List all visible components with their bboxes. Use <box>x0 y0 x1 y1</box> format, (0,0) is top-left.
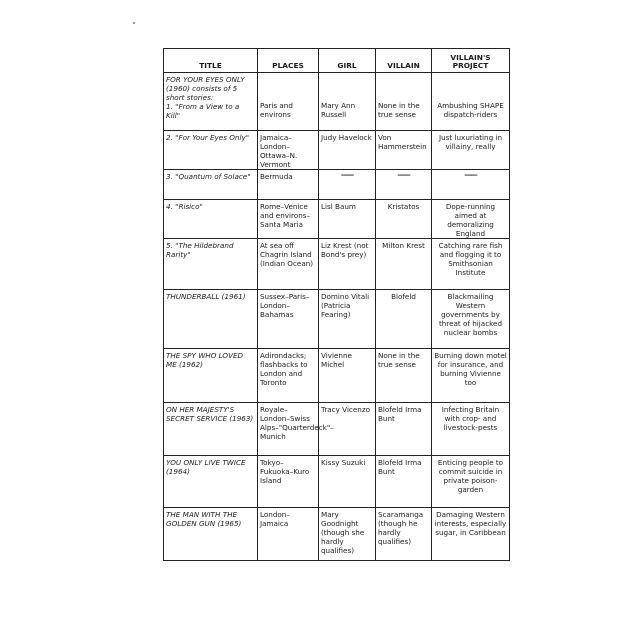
cell-villain: None in the true sense <box>376 349 432 403</box>
cell-villain: Scaramanga (though he hardly qualifies) <box>376 508 432 561</box>
table-row <box>164 508 510 561</box>
cell-title: 5. "The Hildebrand Rarity" <box>164 239 258 290</box>
cell-title: YOU ONLY LIVE TWICE (1964) <box>164 456 258 508</box>
cell-project: Dope-running aimed at demoralizing England <box>432 200 510 239</box>
cell-villain: Blofeld <box>376 290 432 349</box>
cell-girl: Domino Vitali (Patricia Fearing) <box>319 290 376 349</box>
table-row <box>164 73 510 131</box>
cell-girl: Kissy Suzuki <box>319 456 376 508</box>
cell-girl: Liz Krest (not Bond's prey) <box>319 239 376 290</box>
table-row <box>164 349 510 403</box>
cell-project: Damaging Western interests, especially sugar, in Caribbean <box>432 508 510 561</box>
cell-title: THUNDERBALL (1961) <box>164 290 258 349</box>
cell-project: Ambushing SHAPE dispatch-riders <box>432 73 510 131</box>
cell-girl: Vivienne Michel <box>319 349 376 403</box>
collection-heading: FOR YOUR EYES ONLY (1960) consists of 5 short stories: <box>166 75 245 102</box>
header-row <box>164 49 510 73</box>
header-girl: GIRL <box>319 49 376 73</box>
cell-villain: None in the true sense <box>376 73 432 131</box>
bond-novels-table <box>163 48 510 561</box>
cell-girl: Mary Ann Russell <box>319 73 376 131</box>
cell-project: Blackmailing Western governments by threat of hijacked nuclear bombs <box>432 290 510 349</box>
cell-villain: Blofeld Irma Bunt <box>376 456 432 508</box>
cell-villain: —— <box>376 170 432 200</box>
header-villain: VILLAIN <box>376 49 432 73</box>
cell-girl: Tracy Vicenzo <box>319 403 376 456</box>
table-row <box>164 403 510 456</box>
cell-title: 4. "Risico" <box>164 200 258 239</box>
cell-girl: Mary Goodnight (though she hardly qualifies) <box>319 508 376 561</box>
table-row <box>164 456 510 508</box>
cell-title: FOR YOUR EYES ONLY (1960) consists of 5 short stories: 1. "From a View to a Kill" <box>164 73 258 131</box>
cell-places: Paris and environs <box>258 73 319 131</box>
cell-project: Infecting Britain with crop- and livestock-pests <box>432 403 510 456</box>
table-row <box>164 131 510 170</box>
header-title: TITLE <box>164 49 258 73</box>
cell-places: Royale–London–Swiss Alps–"Quarterdeck"–Munich <box>258 403 319 456</box>
cell-places: Adirondacks; flashbacks to London and Toronto <box>258 349 319 403</box>
cell-places: Bermuda <box>258 170 319 200</box>
table-row <box>164 239 510 290</box>
cell-project: Just luxuriating in villainy, really <box>432 131 510 170</box>
cell-title: 3. "Quantum of Solace" <box>164 170 258 200</box>
cell-girl: Lisl Baum <box>319 200 376 239</box>
cell-places: At sea off Chagrin Island (Indian Ocean) <box>258 239 319 290</box>
table-row <box>164 290 510 349</box>
cell-girl: Judy Havelock <box>319 131 376 170</box>
table-row <box>164 170 510 200</box>
cell-villain: Blofeld Irma Bunt <box>376 403 432 456</box>
cell-title: THE MAN WITH THE GOLDEN GUN (1965) <box>164 508 258 561</box>
cell-villain: Milton Krest <box>376 239 432 290</box>
cell-places: Jamaica–London–Ottawa–N. Vermont <box>258 131 319 170</box>
table-row <box>164 200 510 239</box>
cell-places: Sussex–Paris–London–Bahamas <box>258 290 319 349</box>
cell-villain: Kristatos <box>376 200 432 239</box>
cell-girl: —— <box>319 170 376 200</box>
scan-speck <box>133 22 135 24</box>
cell-title: ON HER MAJESTY'S SECRET SERVICE (1963) <box>164 403 258 456</box>
cell-project: —— <box>432 170 510 200</box>
cell-places: Rome–Venice and environs–Santa Maria <box>258 200 319 239</box>
cell-villain: Von Hammerstein <box>376 131 432 170</box>
cell-places: Tokyo–Fukuoka–Kuro Island <box>258 456 319 508</box>
header-project: VILLAIN'S PROJECT <box>432 49 510 73</box>
cell-title: 2. "For Your Eyes Only" <box>164 131 258 170</box>
header-places: PLACES <box>258 49 319 73</box>
cell-project: Enticing people to commit suicide in private poison-garden <box>432 456 510 508</box>
cell-project: Catching rare fish and flogging it to Smithsonian Institute <box>432 239 510 290</box>
cell-title: THE SPY WHO LOVED ME (1962) <box>164 349 258 403</box>
cell-project: Burning down motel for insurance, and burning Vivienne too <box>432 349 510 403</box>
cell-places: London–Jamaica <box>258 508 319 561</box>
